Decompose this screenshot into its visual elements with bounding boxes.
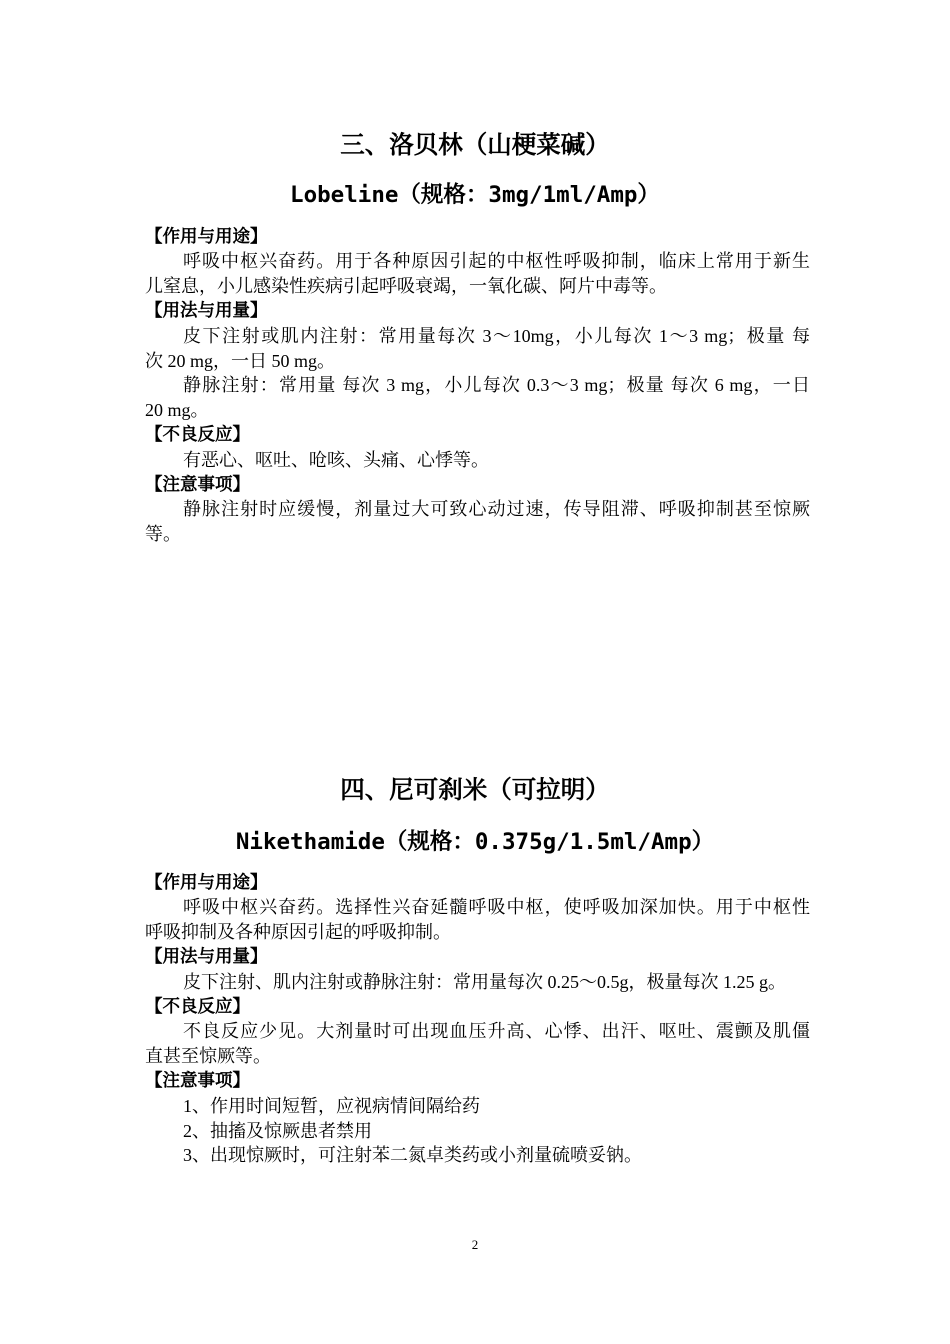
body-line: 次 20 mg，一日 50 mg。 — [145, 350, 336, 371]
heading-dosage: 【用法与用量】 — [145, 300, 268, 321]
heading-adverse-reactions: 【不良反应】 — [145, 424, 250, 445]
body-line: 不良反应少见。大剂量时可出现血压升高、心悸、出汗、呕吐、震颤及肌僵 — [183, 1021, 810, 1042]
body-line: 呼吸中枢兴奋药。选择性兴奋延髓呼吸中枢，使呼吸加深加快。用于中枢性 — [183, 897, 810, 918]
list-item: 2、抽搐及惊厥患者禁用 — [183, 1120, 372, 1141]
section-title: 四、尼可刹米（可拉明） — [340, 775, 610, 804]
body-line: 等。 — [145, 524, 181, 545]
section-title: 三、洛贝林（山梗菜碱） — [340, 130, 610, 159]
drug-spec-title: Nikethamide（规格：0.375g/1.5ml/Amp） — [235, 829, 715, 855]
heading-indications: 【作用与用途】 — [145, 226, 268, 247]
page-number: 2 — [471, 1237, 479, 1252]
body-line: 静脉注射：常用量 每次 3 mg，小儿每次 0.3～3 mg；极量 每次 6 mg，一日 — [183, 375, 810, 396]
body-line: 皮下注射、肌内注射或静脉注射：常用量每次 0.25～0.5g，极量每次 1.25 g。 — [183, 971, 786, 992]
heading-indications: 【作用与用途】 — [145, 872, 268, 893]
heading-precautions: 【注意事项】 — [145, 1070, 250, 1091]
body-line: 有恶心、呕吐、呛咳、头痛、心悸等。 — [183, 449, 489, 470]
heading-adverse-reactions: 【不良反应】 — [145, 996, 250, 1017]
list-item: 1、作用时间短暂，应视病情间隔给药 — [183, 1095, 480, 1116]
body-line: 直甚至惊厥等。 — [145, 1046, 271, 1067]
heading-precautions: 【注意事项】 — [145, 474, 250, 495]
drug-section-body — [145, 225, 810, 547]
body-line: 呼吸中枢兴奋药。用于各种原因引起的中枢性呼吸抑制，临床上常用于新生 — [183, 251, 810, 272]
heading-dosage: 【用法与用量】 — [145, 946, 268, 967]
list-item: 3、出现惊厥时，可注射苯二氮卓类药或小剂量硫喷妥钠。 — [183, 1145, 642, 1166]
body-line: 呼吸抑制及各种原因引起的呼吸抑制。 — [145, 922, 451, 943]
drug-section-body — [145, 871, 810, 1169]
body-line: 静脉注射时应缓慢，剂量过大可致心动过速，传导阻滞、呼吸抑制甚至惊厥 — [183, 499, 810, 520]
body-line: 20 mg。 — [145, 400, 209, 421]
body-line: 儿窒息，小儿感染性疾病引起呼吸衰竭，一氧化碳、阿片中毒等。 — [145, 276, 667, 297]
body-line: 皮下注射或肌内注射：常用量每次 3～10mg，小儿每次 1～3 mg；极量 每 — [183, 325, 810, 346]
drug-spec-title: Lobeline（规格：3mg/1ml/Amp） — [290, 182, 660, 208]
